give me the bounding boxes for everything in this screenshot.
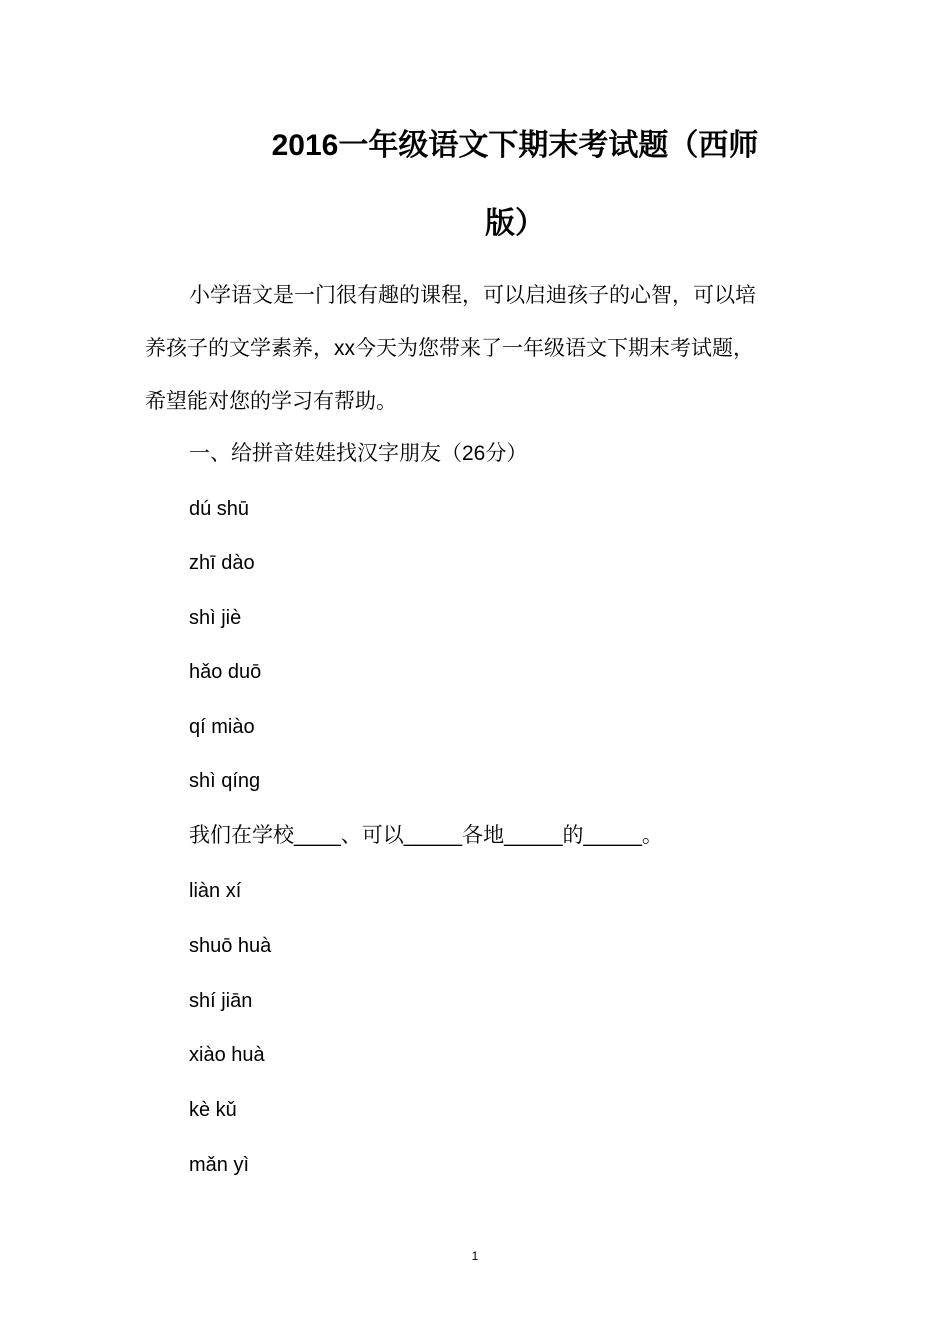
pinyin-item: shì jiè <box>189 607 242 629</box>
pinyin-item: shuō huà <box>189 935 272 957</box>
pinyin-item: mǎn yì <box>189 1154 250 1176</box>
document-title-line-2: 版） <box>485 207 545 240</box>
pinyin-item: xiào huà <box>189 1044 265 1066</box>
pinyin-item: hǎo duō <box>189 661 262 683</box>
pinyin-item: liàn xí <box>189 880 242 902</box>
page-number: 1 <box>471 1249 479 1263</box>
pinyin-item: shí jiān <box>189 990 253 1012</box>
fill-in-sentence: 我们在学校____、可以_____各地_____的_____。 <box>189 824 663 847</box>
intro-line-2: 养孩子的文学素养，xx今天为您带来了一年级语文下期末考试题， <box>145 337 754 360</box>
pinyin-item: dú shū <box>189 498 250 520</box>
intro-line-3: 希望能对您的学习有帮助。 <box>145 390 397 413</box>
document-title-line-1: 2016一年级语文下期末考试题（西师 <box>271 129 759 162</box>
pinyin-item: qí miào <box>189 716 255 738</box>
section-heading: 一、给拼音娃娃找汉字朋友（26分） <box>189 442 528 465</box>
pinyin-item: shì qíng <box>189 770 261 792</box>
pinyin-item: zhī dào <box>189 552 255 574</box>
pinyin-item: kè kǔ <box>189 1099 237 1121</box>
intro-line-1: 小学语文是一门很有趣的课程，可以启迪孩子的心智，可以培 <box>189 284 756 307</box>
